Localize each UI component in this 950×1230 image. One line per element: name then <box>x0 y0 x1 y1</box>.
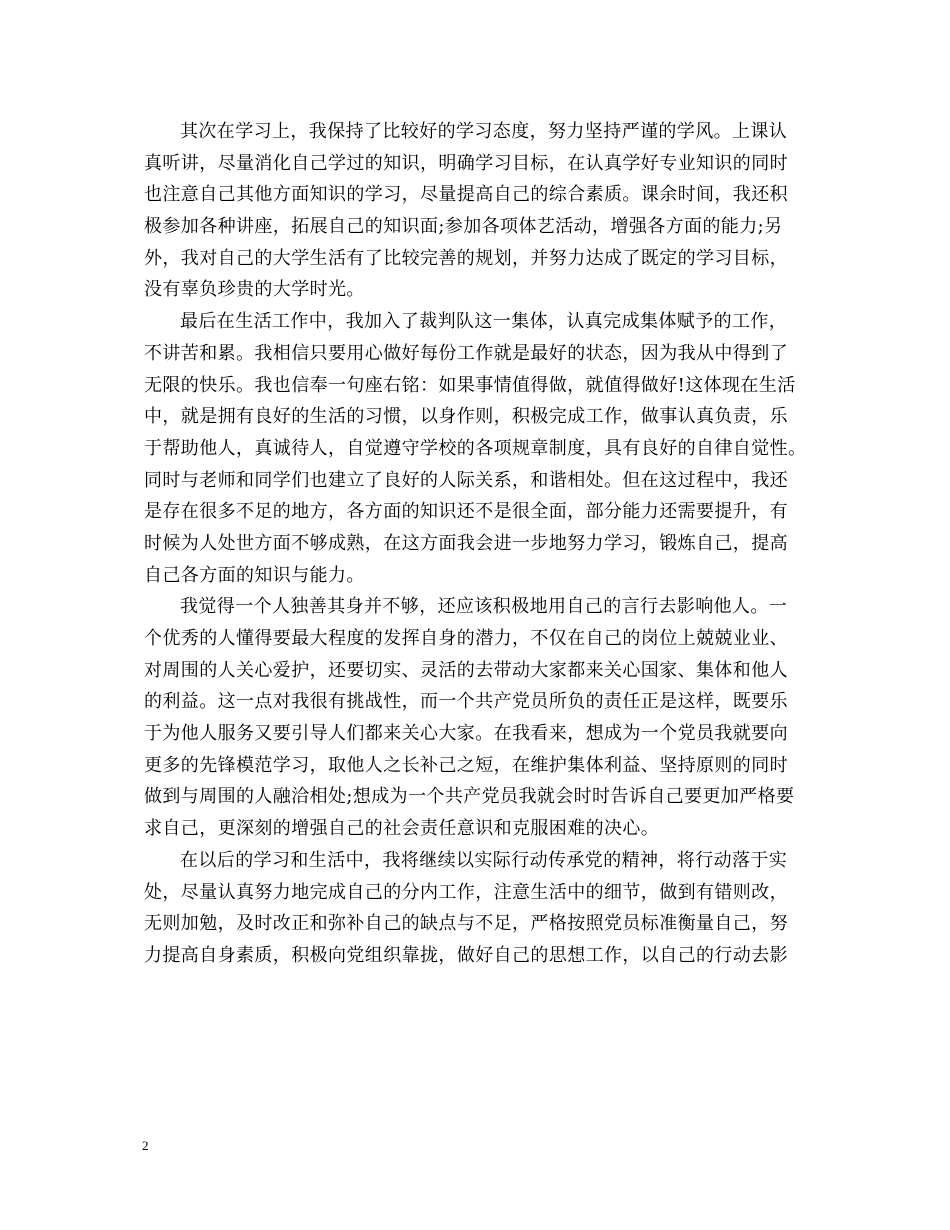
text-line: 于帮助他人，真诚待人，自觉遵守学校的各项规章制度，具有良好的自律自觉性。 <box>144 437 807 459</box>
text-line: 自己各方面的知识与能力。 <box>144 564 365 586</box>
text-line: 其次在学习上，我保持了比较好的学习态度，努力坚持严谨的学风。上课认 <box>180 121 788 142</box>
text-line: 是存在很多不足的地方，各方面的知识还不是很全面，部分能力还需要提升，有 <box>144 501 788 523</box>
text-line: 处，尽量认真努力地完成自己的分内工作，注意生活中的细节，做到有错则改， <box>144 881 788 903</box>
page-number: 2 <box>142 1138 149 1153</box>
text-line: 不讲苦和累。我相信只要用心做好每份工作就是最好的状态，因为我从中得到了 <box>144 342 788 364</box>
text-line: 真听讲，尽量消化自己学过的知识，明确学习目标，在认真学好专业知识的同时 <box>144 152 788 174</box>
text-line: 个优秀的人懂得要最大程度的发挥自身的潜力，不仅在自己的岗位上兢兢业业、 <box>144 628 788 649</box>
text-line: 无则加勉，及时改正和弥补自己的缺点与不足，严格按照党员标准衡量自己，努 <box>144 913 788 935</box>
text-line: 无限的快乐。我也信奉一句座右铭：如果事情值得做，就值得做好!这体现在生活 <box>144 374 796 396</box>
text-line: 没有辜负珍贵的大学时光。 <box>144 279 365 301</box>
text-line: 更多的先锋模范学习，取他人之长补己之短，在维护集体利益、坚持原则的同时 <box>144 754 788 776</box>
paragraph-1 <box>144 116 806 306</box>
text-line: 最后在生活工作中，我加入了裁判队这一集体，认真完成集体赋予的工作， <box>180 311 788 333</box>
text-line: 力提高自身素质，积极向党组织靠拢，做好自己的思想工作，以自己的行动去影 <box>144 944 788 966</box>
text-line: 极参加各种讲座，拓展自己的知识面;参加各项体艺活动，增强各方面的能力;另 <box>144 216 783 238</box>
body-text <box>144 116 806 972</box>
paragraph-4 <box>144 845 806 972</box>
text-line: 于为他人服务又要引导人们都来关心大家。在我看来，想成为一个党员我就要向 <box>144 723 788 745</box>
text-line: 在以后的学习和生活中，我将继续以实际行动传承党的精神，将行动落于实 <box>180 849 788 871</box>
text-line: 外，我对自己的大学生活有了比较完善的规划，并努力达成了既定的学习目标， <box>144 247 788 269</box>
paragraph-2 <box>144 306 806 591</box>
text-line: 中，就是拥有良好的生活的习惯，以身作则，积极完成工作，做事认真负责，乐 <box>144 406 788 428</box>
text-line: 时候为人处世方面不够成熟，在这方面我会进一步地努力学习，锻炼自己，提高 <box>144 532 788 554</box>
text-line: 的利益。这一点对我很有挑战性，而一个共产党员所负的责任正是这样，既要乐 <box>144 691 788 713</box>
text-line: 同时与老师和同学们也建立了良好的人际关系，和谐相处。但在这过程中，我还 <box>144 469 788 491</box>
paragraph-3 <box>144 591 806 845</box>
text-line: 我觉得一个人独善其身并不够，还应该积极地用自己的言行去影响他人。一 <box>180 596 788 618</box>
text-line: 求自己，更深刻的增强自己的社会责任意识和克服困难的决心。 <box>144 818 660 840</box>
text-line: 对周围的人关心爱护，还要切实、灵活的去带动大家都来关心国家、集体和他人 <box>144 659 788 681</box>
text-line: 做到与周围的人融洽相处;想成为一个共产党员我就会时时告诉自己要更加严格要 <box>144 786 795 808</box>
text-line: 也注意自己其他方面知识的学习，尽量提高自己的综合素质。课余时间，我还积 <box>144 184 788 206</box>
